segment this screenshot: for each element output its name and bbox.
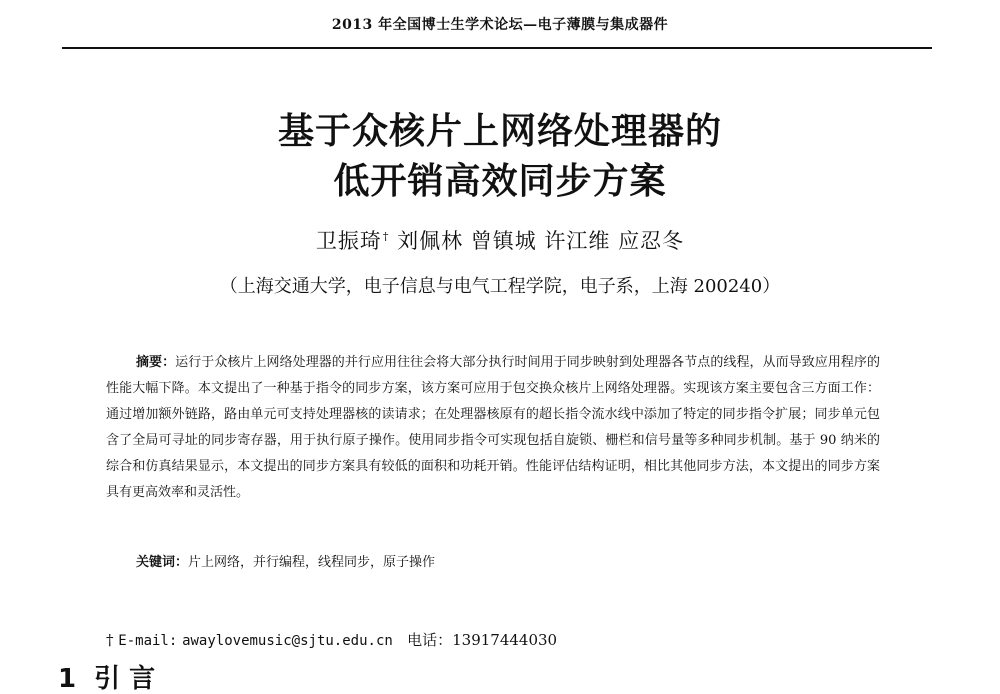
first-author: 卫振琦 — [315, 229, 382, 253]
keywords — [136, 552, 880, 574]
paper-title-line-2: 低开销高效同步方案 — [333, 161, 667, 202]
author-list — [0, 225, 1000, 255]
phone-number: 13917444030 — [452, 631, 558, 649]
email-label: E-mail: — [118, 633, 178, 649]
email-address[interactable]: awaylovemusic@sjtu.edu.cn — [182, 633, 393, 649]
affiliation: （上海交通大学，电子信息与电气工程学院，电子系，上海 200240） — [219, 276, 781, 297]
section-number: 1 — [58, 664, 77, 694]
abstract-text: 运行于众核片上网络处理器的并行应用往往会将大部分执行时间用于同步映射到处理器各节点的线程，从而导致应用程序的性能大幅下降。本文提出了一种基于指令的同步方案，该方案可应用于包交换众核片上网络处理器。实现该方案主要包含三方面工作：通过增加额外链路，路由单元可支持处理器核的读请求；在处理器核原有的超长指令流水线中添加了特定的同步指令扩展；同步单元包含了全局可寻址的同步寄存器，用于执行原子操作。使用同步指令可实现包括自旋锁、栅栏和信号量等多种同步机制。基于 90 纳米的综合和仿真结果显示，本文提出的同步方案具有较低的面积和功耗开销。性能评估结构证明，相比其他同步方法，本文提出的同步方案具有更高效率和灵活性。 — [106, 355, 880, 500]
keywords-text: 片上网络，并行编程，线程同步，原子操作 — [188, 555, 436, 570]
phone-label: 电话： — [407, 631, 453, 649]
header-rule — [62, 47, 932, 49]
co-authors: 刘佩林 曾镇城 许江维 应忍冬 — [397, 229, 685, 253]
paper-title-line-1: 基于众核片上网络处理器的 — [277, 111, 722, 152]
corresponding-author-mark: † — [382, 230, 390, 243]
abstract-label: 摘要： — [136, 355, 176, 370]
section-heading — [58, 664, 155, 694]
footnote-mark: † — [106, 631, 114, 649]
footnote — [106, 628, 906, 653]
keywords-label: 关键词： — [136, 555, 189, 570]
section-title: 引 言 — [94, 664, 156, 694]
running-head: 2013 年全国博士生学术论坛—电子薄膜与集成器件 — [331, 17, 669, 33]
abstract — [106, 350, 880, 506]
